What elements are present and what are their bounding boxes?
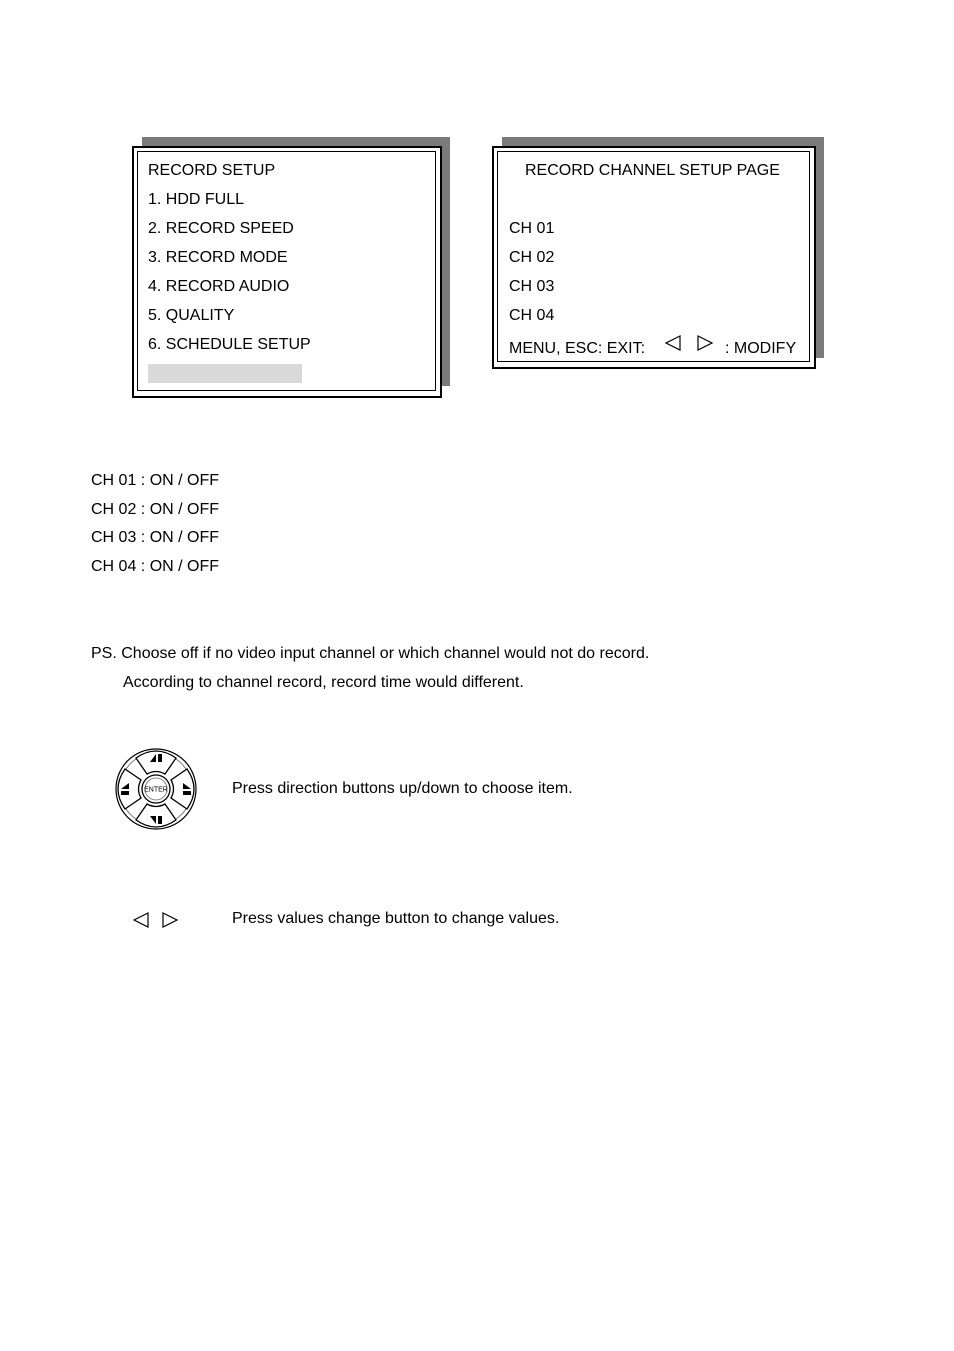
value-buttons-instruction: Press values change button to change values. [232, 910, 560, 927]
channel-option-1: CH 01 : ON / OFF [91, 472, 220, 489]
direction-pad-instruction: Press direction buttons up/down to choose item. [232, 780, 573, 797]
right-triangle-icon [161, 911, 179, 929]
channel-item-2[interactable]: CH 02 [509, 249, 555, 266]
note-line-1: PS. Choose off if no video input channel or which channel would not do record. [91, 645, 650, 662]
footer-exit-label: MENU, ESC: EXIT: [509, 340, 646, 357]
channel-item-1[interactable]: CH 01 [509, 220, 555, 237]
note-line-2: According to channel record, record time would different. [123, 674, 524, 691]
menu-item-hdd-full[interactable]: 1. HDD FULL [148, 191, 245, 208]
menu-item-record-speed[interactable]: 2. RECORD SPEED [148, 220, 294, 237]
menu-item-record-mode[interactable]: 3. RECORD MODE [148, 249, 288, 266]
channel-option-4: CH 04 : ON / OFF [91, 558, 220, 575]
right-triangle-icon [696, 334, 714, 352]
footer-modify-label: : MODIFY [725, 340, 797, 357]
channel-item-4[interactable]: CH 04 [509, 307, 555, 324]
channel-option-3: CH 03 : ON / OFF [91, 529, 220, 546]
enter-label: ENTER [144, 786, 168, 794]
menu-item-record-audio[interactable]: 4. RECORD AUDIO [148, 278, 290, 295]
channel-setup-title: RECORD CHANNEL SETUP PAGE [525, 162, 780, 179]
left-triangle-icon [132, 911, 150, 929]
direction-pad-icon [113, 746, 199, 832]
channel-option-2: CH 02 : ON / OFF [91, 501, 220, 518]
menu-inner-border [137, 151, 436, 391]
channel-item-3[interactable]: CH 03 [509, 278, 555, 295]
record-setup-title: RECORD SETUP [148, 162, 276, 179]
left-triangle-icon [664, 334, 682, 352]
menu-item-highlight[interactable] [148, 364, 302, 383]
menu-item-quality[interactable]: 5. QUALITY [148, 307, 235, 324]
menu-item-schedule-setup[interactable]: 6. SCHEDULE SETUP [148, 336, 311, 353]
